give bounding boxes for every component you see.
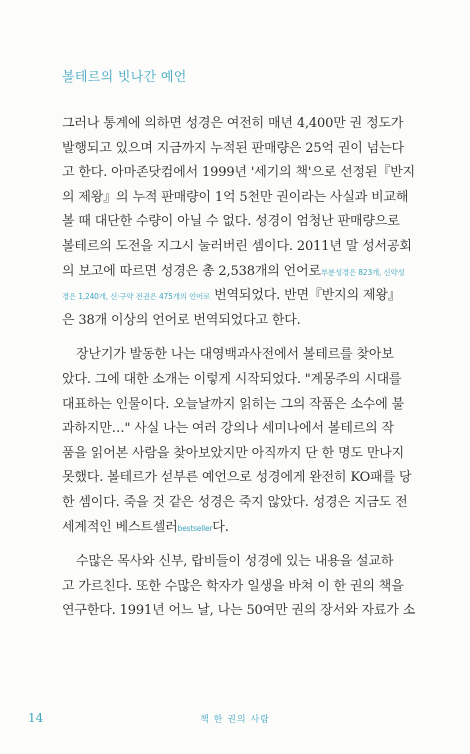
text-line: 못했다. 볼테르가 섣부른 예언으로 성경에게 완전히 KO패를 당 (62, 470, 412, 486)
text-line: 고 가르친다. 또한 수많은 학자가 일생을 바쳐 이 한 권의 책을 (62, 578, 404, 594)
text-line (62, 284, 418, 309)
text-line: 한 셈이다. 죽을 것 같은 성경은 죽지 않았다. 성경은 지금도 전 (62, 494, 408, 510)
text-line: 품을 읽어본 사람을 찾아보았지만 아직까지 단 한 명도 만나지 (62, 445, 405, 461)
text-segment: 번역되었다. 반면『반지의 제왕』 (210, 288, 401, 304)
paragraph-spacer (62, 540, 418, 550)
chapter-title: 볼테르의 빗나간 예언 (62, 70, 187, 85)
text-line (62, 516, 418, 541)
text-line: 대표하는 인물이다. 오늘날까지 읽히는 그의 작품은 소수에 불 (62, 396, 405, 412)
text-line: 그러나 통계에 의하면 성경은 여전히 매년 4,400만 권 정도가 (62, 116, 404, 131)
text-line: 과하지만…" 사실 나는 여러 강의나 세미나에서 볼테르의 작 (62, 421, 394, 437)
page-number: 14 (28, 711, 44, 725)
text-line: 았다. 그에 대한 소개는 이렇게 시작되었다. "계몽주의 시대를 (62, 371, 402, 387)
translation-note: bestseller (177, 523, 213, 533)
text-line: 장난기가 발동한 나는 대영백과사전에서 볼테르를 찾아보 (76, 347, 394, 363)
body-text (62, 112, 418, 624)
text-line: 연구한다. 1991년 어느 날, 나는 50여만 권의 장서와 자료가 소 (62, 603, 416, 619)
paragraph-3 (62, 550, 418, 624)
text-line: 고 한다. 아마존닷컴에서 1999년 '세기의 책'으로 선정된『반지 (62, 165, 416, 181)
paragraph-spacer (62, 333, 418, 343)
paragraph-1 (62, 112, 418, 333)
text-line: 은 38개 이상의 언어로 번역되었다고 한다. (62, 312, 301, 328)
text-line: 의 제왕』의 누적 판매량이 1억 5천만 권이라는 사실과 비교해 (62, 189, 409, 205)
text-segment: 세계적인 베스트셀러 (62, 519, 178, 535)
text-line: 발행되고 있으며 지금까지 누적된 판매량은 25억 권이 넘는다 (62, 140, 404, 156)
text-line: 수많은 목사와 신부, 랍비들이 성경에 있는 내용을 설교하 (76, 554, 394, 570)
text-line (62, 260, 418, 285)
text-segment: 의 보고에 따르면 성경은 총 2,538개의 언어로 (62, 263, 321, 279)
text-segment: 다. (212, 519, 229, 535)
paragraph-2 (62, 343, 418, 540)
text-line: 볼 때 대단한 수량이 아닐 수 없다. 성경이 엄청난 판매량으로 (62, 214, 400, 230)
translation-note: 부분성경은 823개, 신약성 (320, 267, 405, 277)
text-line: 볼테르의 도전을 지그시 눌러버린 셈이다. 2011년 말 성서공회 (62, 238, 412, 254)
translation-note: 경은 1,240개, 신·구약 전권은 475개의 언어로 (62, 292, 211, 302)
running-footer-title: 책 한 권의 사람 (200, 715, 270, 725)
